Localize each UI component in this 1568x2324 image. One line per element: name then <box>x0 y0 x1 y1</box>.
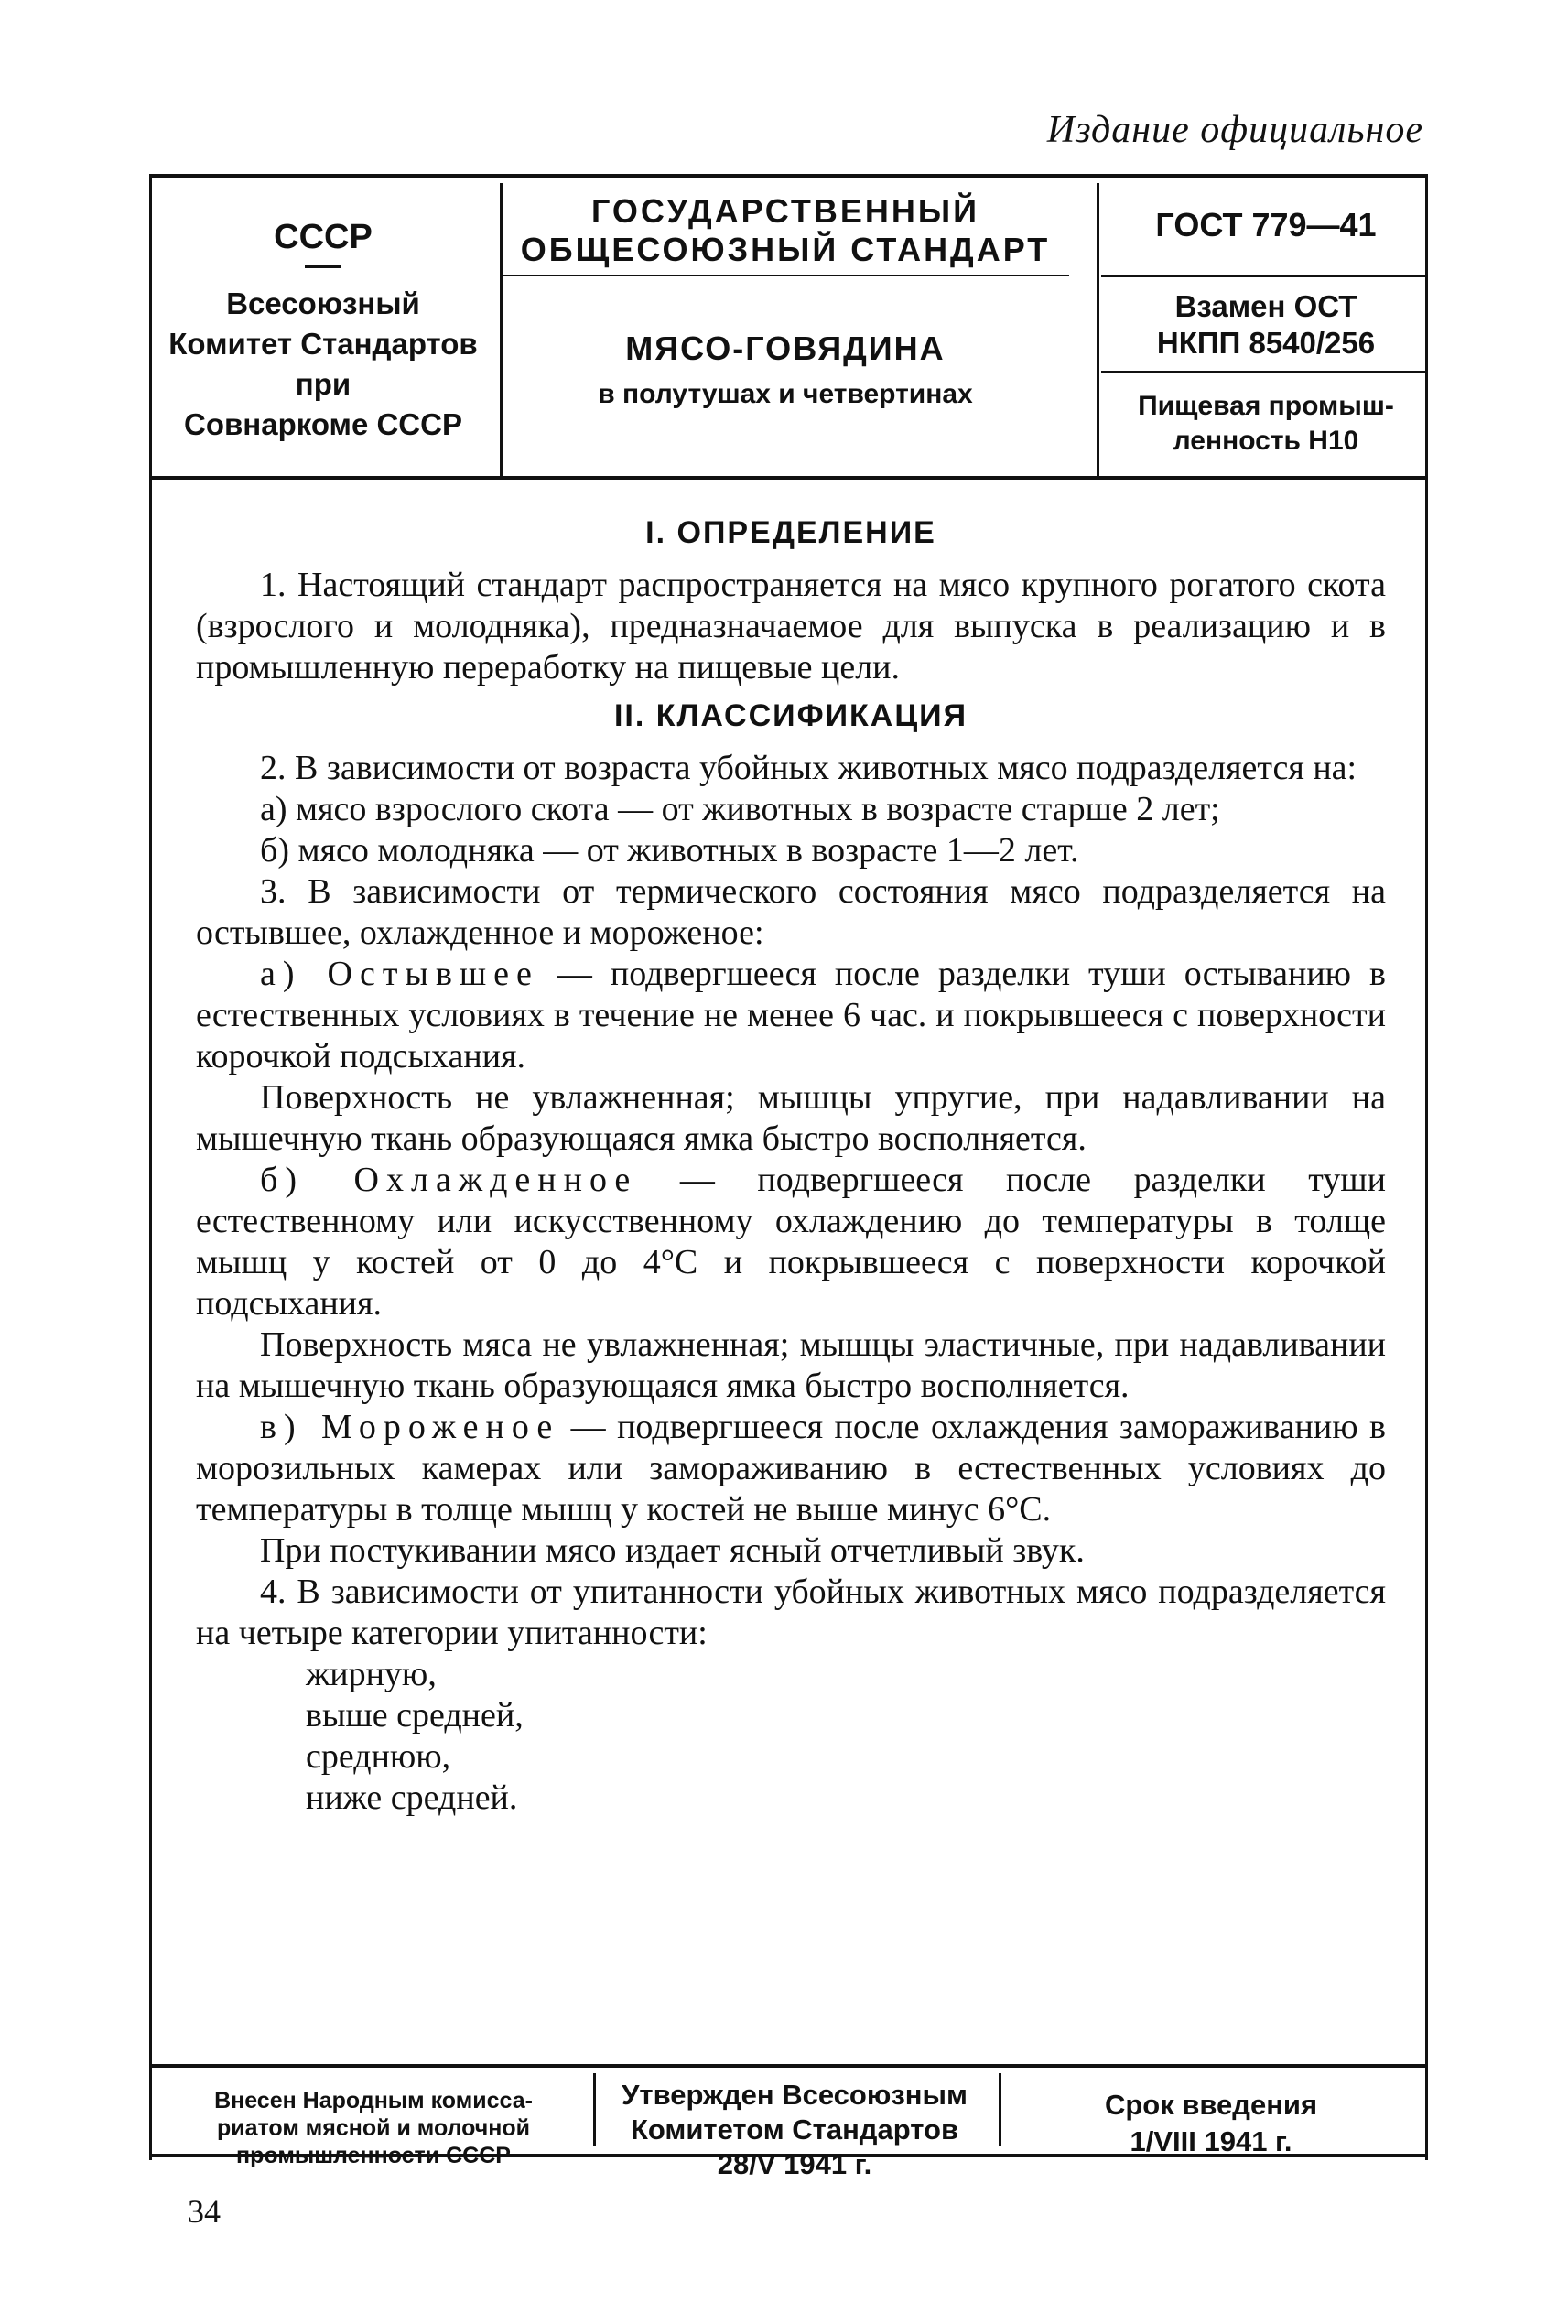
replaces-line: Взамен ОСТ <box>1174 289 1357 323</box>
paragraph: Поверхность не увлажненная; мышцы упругие, при надавливании на мышечную ткань образующаяся ямка быстро восполняется. <box>196 1078 1386 1158</box>
committee-line: Совнаркоме СССР <box>184 407 462 441</box>
paragraph: в) Мороженое — подвергшееся после охлаждения замораживанию в морозильных камерах или замораживанию в естественных условиях до температуры в толще мышц у костей не выше минус 6°С. <box>196 1408 1386 1529</box>
effective-block <box>1000 2087 1422 2160</box>
state-standard-line: ОБЩЕСОЮЗНЫЙ СТАНДАРТ <box>520 231 1051 268</box>
ussr-dash <box>305 265 341 268</box>
list-item: выше средней, <box>306 1696 524 1735</box>
list-item: среднюю, <box>306 1737 451 1776</box>
state-standard-block <box>511 192 1060 269</box>
industry-line: ленность Н10 <box>1173 426 1359 456</box>
paragraph: 4. В зависимости от упитанности убойных животных мясо подразделяется на четыре категории упитанности: <box>196 1573 1386 1652</box>
committee-line: Всесоюзный <box>226 286 420 320</box>
standard-frame <box>149 174 1428 2180</box>
committee-block <box>158 284 488 445</box>
introduced-line: Внесен Народным комисса- <box>214 2088 533 2113</box>
gost-number: ГОСТ 779—41 <box>1155 206 1377 243</box>
list-item: жирную, <box>306 1655 437 1693</box>
term-label: в) Мороженое <box>260 1408 560 1446</box>
standard-subtitle: в полутушах и четвертинах <box>598 379 973 409</box>
term-label: б) Охлажденное <box>260 1161 638 1199</box>
paragraph: б) Охлажденное — подвергшееся после разделки туши естественному или искусственному охлаждению до температуры в толще мышц у костей от 0 до 4°С и покрывшееся с поверхности корочкой подсыхания. <box>196 1161 1386 1323</box>
approved-line: 28/V 1941 г. <box>717 2148 872 2180</box>
standard-title: МЯСО-ГОВЯДИНА <box>625 330 946 367</box>
replaces-line: НКПП 8540/256 <box>1156 326 1376 360</box>
paragraph: При постукивании мясо издает ясный отчетливый звук. <box>260 1531 1085 1570</box>
committee-line: при <box>295 367 351 401</box>
approved-line: Утвержден Всесоюзным <box>622 2079 968 2111</box>
list-item: ниже средней. <box>306 1778 518 1817</box>
ussr-label: СССР <box>274 218 373 256</box>
paragraph: 2. В зависимости от возраста убойных животных мясо подразделяется на: <box>260 749 1357 787</box>
paragraph: Поверхность мяса не увлажненная; мышцы эластичные, при надавливании на мышечную ткань образующаяся ямка быстро восполняется. <box>196 1325 1386 1405</box>
paragraph: а) мясо взрослого скота — от животных в возрасте старше 2 лет; <box>260 790 1220 828</box>
section-heading: II. КЛАССИФИКАЦИЯ <box>613 698 968 733</box>
effective-line: 1/VIII 1941 г. <box>1130 2125 1292 2157</box>
state-standard-line: ГОСУДАРСТВЕННЫЙ <box>590 192 979 230</box>
paragraph: а) Остывшее — подвергшееся после разделки туши остыванию в естественных условиях в течение не менее 6 час. и покрывшееся с поверхности корочкой подсыхания. <box>196 955 1387 1076</box>
replaces-block <box>1119 288 1412 362</box>
approved-block <box>598 2078 991 2182</box>
edition-label: Издание официальное <box>1046 109 1423 151</box>
introduced-line: промышленности СССР <box>236 2143 511 2168</box>
paragraph: 1. Настоящий стандарт распространяется на мясо крупного рогатого скота (взрослого и молодняка), предназначаемое для выпуска в реализацию и в промышленную переработку на пищевые цели. <box>196 566 1386 686</box>
industry-line: Пищевая промыш- <box>1138 391 1394 421</box>
introduced-line: риатом мясной и молочной <box>216 2115 531 2141</box>
standard-body <box>196 505 1386 1819</box>
effective-line: Срок введения <box>1104 2089 1318 2121</box>
section-heading: I. ОПРЕДЕЛЕНИЕ <box>645 515 936 550</box>
committee-line: Комитет Стандартов <box>168 327 478 361</box>
paragraph: б) мясо молодняка — от животных в возрасте 1—2 лет. <box>260 831 1079 870</box>
term-label: а) Остывшее <box>260 955 539 993</box>
introduced-block <box>158 2087 589 2169</box>
industry-block <box>1115 389 1417 459</box>
paragraph: 3. В зависимости от термического состояния мясо подразделяется на остывшее, охлажденное и мороженое: <box>196 872 1386 952</box>
page-number: 34 <box>188 2193 221 2230</box>
approved-line: Комитетом Стандартов <box>630 2113 959 2146</box>
